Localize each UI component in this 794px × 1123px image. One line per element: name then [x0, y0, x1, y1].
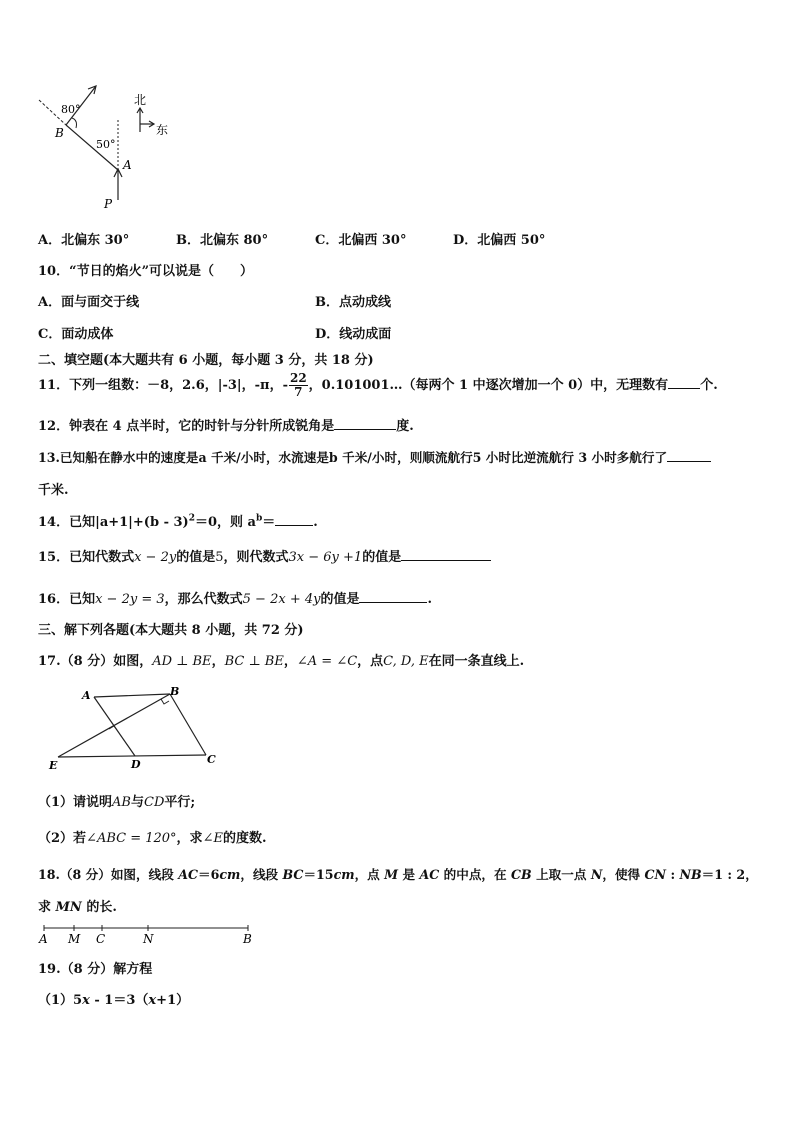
q11-end: 个.	[700, 378, 718, 393]
point-c-label: C	[207, 753, 216, 766]
q16-post: 的值是	[320, 592, 360, 607]
q14-exponent: 2	[188, 513, 195, 524]
q10-stem: 10．“节日的焰火”可以说是（ ）	[38, 264, 254, 279]
quadrilateral-figure	[42, 683, 227, 775]
q14	[38, 511, 318, 530]
q18-line1	[38, 864, 758, 883]
q9-option-b: B．北偏东 80°	[176, 233, 269, 248]
q9-option-c: C．北偏西 30°	[315, 233, 407, 248]
q12-pre: 12．钟表在 4 点半时，它的时针与分针所成锐角是	[38, 419, 335, 434]
q19-sub1	[38, 989, 189, 1008]
q17-sub1	[38, 791, 195, 810]
angle-80-label: 80°	[61, 103, 81, 116]
q15-pre: 15．已知代数式	[38, 550, 135, 565]
segment-bc	[170, 694, 206, 755]
q13-line1	[38, 447, 711, 466]
point-b-label: B	[243, 932, 252, 946]
q17-sep3: ，点	[357, 654, 384, 669]
q18-bc: BC	[282, 867, 304, 882]
q14-mid: ＝0，则 a	[194, 515, 256, 530]
q10-option-b: B．点动成线	[315, 295, 391, 310]
point-a-label: A	[123, 158, 132, 172]
q18-ac: AC	[178, 867, 198, 882]
q17-cond2: BC ⊥ BE	[224, 654, 284, 669]
q18-m: M	[384, 867, 399, 882]
segment-figure	[36, 922, 258, 948]
q17-points: C, D, E	[383, 654, 429, 669]
q18-mn: MN	[55, 900, 82, 915]
q15-mid2: ，则代数式	[223, 550, 289, 565]
q18-t6: ，使得	[602, 867, 645, 882]
point-b-label: B	[170, 685, 180, 698]
q18-line2	[38, 896, 117, 915]
q17-sub2-e: ∠E	[202, 831, 223, 846]
q18-line2-pre: 求	[38, 900, 56, 915]
q13-answer-blank	[667, 449, 711, 462]
q18-cm1: cm	[219, 867, 241, 882]
q18-pre: 18.（8 分）如图，线段	[38, 867, 179, 882]
q10-option-d: D．线动成面	[315, 327, 392, 342]
q15-expr2: 3x − 6y +1	[288, 550, 363, 565]
compass-figure	[30, 80, 180, 215]
point-d-label: D	[131, 758, 141, 771]
q12	[38, 415, 414, 434]
q14-answer-blank	[275, 513, 313, 526]
q19-mid: - 1＝3（	[89, 993, 149, 1008]
q19-sub1-pre: （1）5	[38, 993, 83, 1008]
q17-sub1-mid: 与	[131, 795, 145, 810]
north-label: 北	[134, 93, 147, 107]
q17-post: 在同一条直线上.	[428, 654, 525, 669]
q11-pre: 11．下列一组数：－8，2.6，|-3|，-π，-	[38, 378, 288, 393]
q14-exponent-b: b	[255, 513, 263, 524]
point-m-label: M	[68, 932, 81, 946]
q16-end: .	[427, 592, 433, 607]
q9-option-a: A．北偏东 30°	[38, 233, 130, 248]
q18-cn: CN	[644, 867, 667, 882]
q17-sub2-expr: ∠ABC = 120°	[86, 831, 177, 846]
point-a-label: A	[39, 932, 48, 946]
q17-sub2-post: 的度数.	[222, 831, 267, 846]
q17-cond1: AD ⊥ BE	[152, 654, 212, 669]
q15-post: 的值是	[362, 550, 402, 565]
fraction-numerator: 22	[289, 371, 307, 385]
q17-sub2-mid: ，求	[176, 831, 203, 846]
right-angle-mark-at-b	[161, 699, 169, 704]
point-n-label: N	[143, 932, 154, 946]
q12-answer-blank	[334, 417, 396, 430]
q16-pre: 16．已知	[38, 592, 96, 607]
q9-option-d: D．北偏西 50°	[453, 233, 546, 248]
q17-stem	[38, 650, 524, 669]
q14-pre: 14．已知|a+1|+(b - 3)	[38, 515, 189, 530]
fraction-22-7	[289, 372, 308, 399]
point-a-label: A	[82, 689, 91, 702]
east-label: 东	[156, 123, 169, 137]
q18-t3: 是	[398, 867, 420, 882]
fraction-denominator: 7	[294, 385, 303, 399]
q18-n: N	[590, 867, 603, 882]
segment-ab	[94, 694, 170, 697]
q18-t7: :	[666, 867, 680, 882]
q16-mid: ，那么代数式	[164, 592, 243, 607]
q16	[38, 588, 432, 607]
angle-arc-b	[72, 118, 77, 128]
q18-t2: ，点	[354, 867, 385, 882]
q15-expr1: x − 2y	[134, 550, 177, 565]
q18-t5: 上取一点	[531, 867, 591, 882]
q10-option-a: A．面与面交于线	[38, 295, 140, 310]
q18-ac2: AC	[419, 867, 440, 882]
point-p-label: P	[104, 197, 113, 211]
q18-t4: 的中点，在	[439, 867, 512, 882]
q17-sub1-post: 平行;	[164, 795, 196, 810]
q17-sep1: ，	[211, 654, 225, 669]
q18-eq2: ＝15	[303, 867, 334, 882]
q18-nb: NB	[679, 867, 702, 882]
q16-answer-blank	[359, 590, 427, 603]
q17-pre: 17.（8 分）如图，	[38, 654, 153, 669]
q19-x1: x	[82, 993, 90, 1008]
point-c-label: C	[96, 932, 106, 946]
q18-cm2: cm	[333, 867, 355, 882]
q11-answer-blank	[668, 376, 700, 389]
q15-val: 5	[215, 550, 224, 565]
q14-end: .	[313, 515, 318, 530]
point-e-label: E	[49, 759, 58, 772]
point-b-label: B	[55, 126, 64, 140]
q17-sub2	[38, 827, 266, 846]
q16-expr2: 5 − 2x + 4y	[242, 592, 321, 607]
q12-end: 度.	[396, 419, 414, 434]
q15-answer-blank	[401, 548, 491, 561]
q16-expr1: x − 2y = 3	[95, 592, 165, 607]
q17-sub1-cd: CD	[144, 795, 165, 810]
angle-50-label: 50°	[96, 138, 116, 151]
q19-x2: x	[148, 993, 157, 1008]
q18-eq1: ＝6	[198, 867, 220, 882]
q18-t8: ＝1 : 2，	[701, 867, 758, 882]
q11-post: ，0.101001…（每两个 1 中逐次增加一个 0）中，无理数有	[308, 378, 669, 393]
q17-sub1-pre: （1）请说明	[38, 795, 113, 810]
q17-sub2-pre: （2）若	[38, 831, 87, 846]
q15-mid: 的值是	[176, 550, 216, 565]
segment-ec	[58, 755, 206, 757]
q15	[38, 546, 491, 565]
q17-sep2: ，	[283, 654, 297, 669]
q17-sub1-ab: AB	[112, 795, 131, 810]
q13-text: 13.已知船在静水中的速度是a 千米/小时，水流速是b 千米/小时，则顺流航行5 小时比逆流航行 3 小时多航行了	[38, 450, 668, 465]
section-3-heading: 三、解下列各题(本大题共 8 小题，共 72 分)	[38, 623, 304, 638]
q18-line2-post: 的长.	[81, 900, 117, 915]
q19-stem: 19.（8 分）解方程	[38, 962, 153, 977]
q14-post: ＝	[262, 515, 276, 530]
section-2-heading: 二、填空题(本大题共有 6 小题，每小题 3 分，共 18 分)	[38, 353, 374, 368]
q13-line2: 千米.	[38, 483, 69, 498]
q18-cb: CB	[511, 867, 532, 882]
q11	[38, 368, 718, 404]
q17-cond3: ∠A = ∠C	[296, 654, 358, 669]
q10-option-c: C．面动成体	[38, 327, 114, 342]
q19-post: +1）	[156, 993, 190, 1008]
q18-t1: ，线段	[240, 867, 283, 882]
